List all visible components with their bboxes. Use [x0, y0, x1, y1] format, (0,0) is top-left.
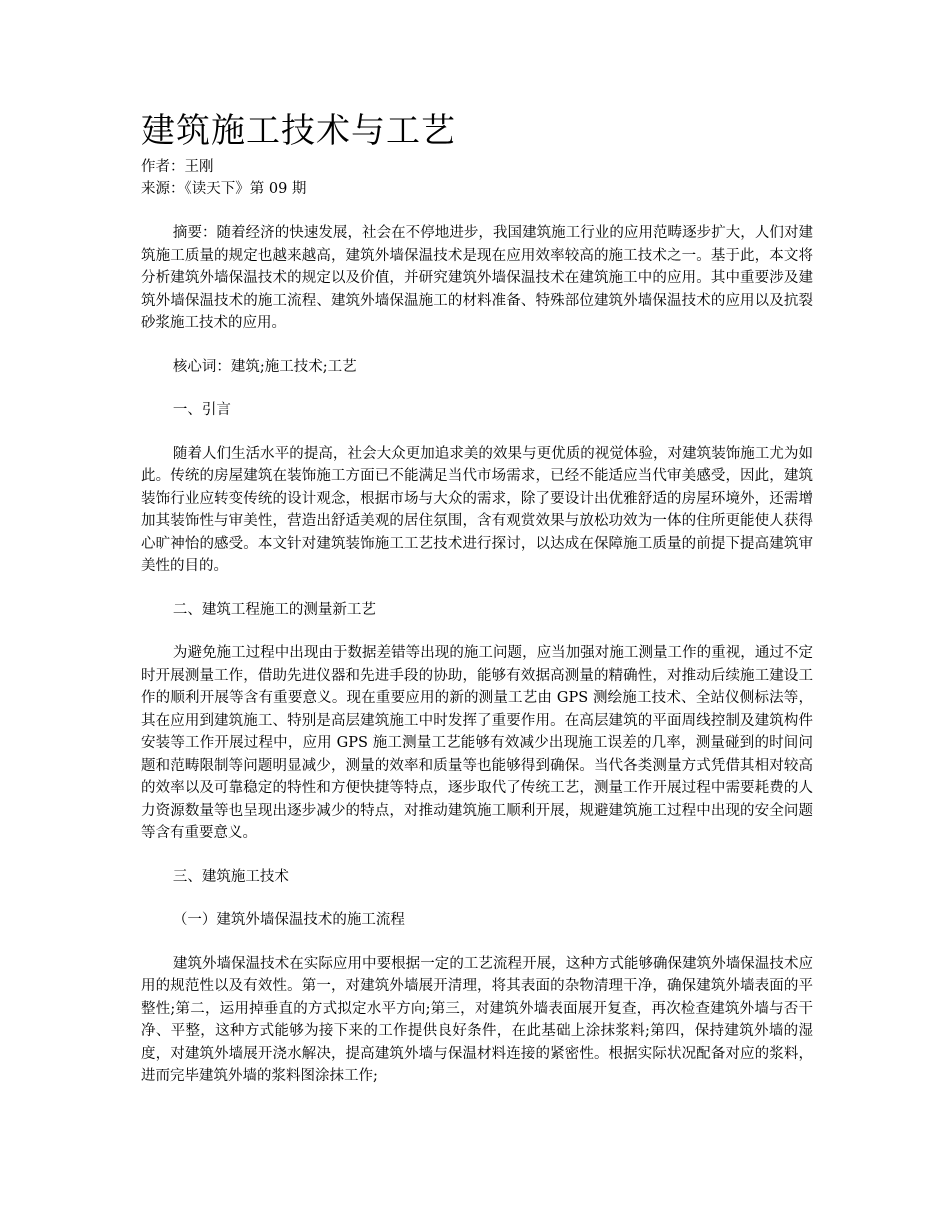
- section-heading-measurement: 二、建筑工程施工的测量新工艺: [172, 601, 376, 618]
- subsection-heading-insulation-process: （一）建筑外墙保温技术的施工流程: [172, 912, 405, 928]
- section-heading-introduction: 一、引言: [172, 402, 231, 418]
- document-title: 建筑施工技术与工艺: [141, 111, 456, 151]
- source-line: 来源：《读天下》第 09 期: [141, 181, 307, 197]
- author-line: 作者：王刚: [141, 159, 214, 175]
- subsection-paragraph-insulation-process: 建筑外墙保温技术在实际应用中要根据一定的工艺流程开展，这种方式能够确保建筑外墙保温技术应用的规范性以及有效性。第一，对建筑外墙展开清理，将其表面的杂物清理干净，确保建筑外墙表面的平整性;第二，运用掉垂直的方式拟定水平方向;第三，对建筑外墙表面展开复查，再次检查建筑外墙与否干净、平整，这种方式能够为接下来的工作提供良好条件，在此基础上涂抹浆料;第四，保持建筑外墙的湿度，对建筑外墙展开浇水解决，提高建筑外墙与保温材料连接的紧密性。根据实际状况配备对应的浆料，进而完毕建筑外墙的浆料图涂抹工作;: [141, 955, 813, 1084]
- document-meta: [141, 156, 813, 200]
- section-paragraph-measurement: 为避免施工过程中出现由于数据差错等出现的施工问题，应当加强对施工测量工作的重视，通过不定时开展测量工作，借助先进仪器和先进手段的协助，能够有效据高测量的精确性，对推动后续施工建设工作的顺利开展等含有重要意义。现在重要应用的新的测量工艺由 GPS 测绘施工技术、全站仪侧标法等，其在应用到建筑施工、特别是高层建筑施工中时发挥了重要作用。在高层建筑的平面周线控制及建筑构件安装等工作开展过程中，应用 GPS 施工测量工艺能够有效减少出现施工误差的几率，测量碰到的时间问题和范畴限制等问题明显减少，测量的效率和质量等也能够得到确保。当代各类测量方式凭借其相对较高的效率以及可靠稳定的特性和方便快捷等特点，逐步取代了传统工艺，测量工作开展过程中需要耗费的人力资源数量等也呈现出逐步减少的特点，对推动建筑施工顺利开展，规避建筑施工过程中出现的安全问题等含有重要意义。: [141, 645, 813, 841]
- keywords-line: 核心词：建筑;施工技术;工艺: [172, 358, 357, 375]
- section-heading-construction-technology: 三、建筑施工技术: [172, 868, 289, 885]
- document-page: [141, 108, 813, 1109]
- abstract-paragraph: 摘要：随着经济的快速发展，社会在不停地进步，我国建筑施工行业的应用范畴逐步扩大，人们对建筑施工质量的规定也越来越高，建筑外墙保温技术是现在应用效率较高的施工技术之一。基于此，本文将分析建筑外墙保温技术的规定以及价值，并研究建筑外墙保温技术在建筑施工中的应用。其中重要涉及建筑外墙保温技术的施工流程、建筑外墙保温施工的材料准备、特殊部位建筑外墙保温技术的应用以及抗裂砂浆施工技术的应用。: [141, 225, 813, 331]
- section-paragraph-introduction: 随着人们生活水平的提高，社会大众更加追求美的效果与更优质的视觉体验，对建筑装饰施工尤为如此。传统的房屋建筑在装饰施工方面已不能满足当代市场需求，已经不能适应当代审美感受，因此，建筑装饰行业应转变传统的设计观念，根据市场与大众的需求，除了要设计出优雅舒适的房屋环境外，还需增加其装饰性与审美性，营造出舒适美观的居住氛围，含有观赏效果与放松功效为一体的住所更能使人获得心旷神怡的感受。本文针对建筑装饰施工工艺技术进行探讨，以达成在保障施工质量的前提下提高建筑审美性的目的。: [141, 445, 813, 574]
